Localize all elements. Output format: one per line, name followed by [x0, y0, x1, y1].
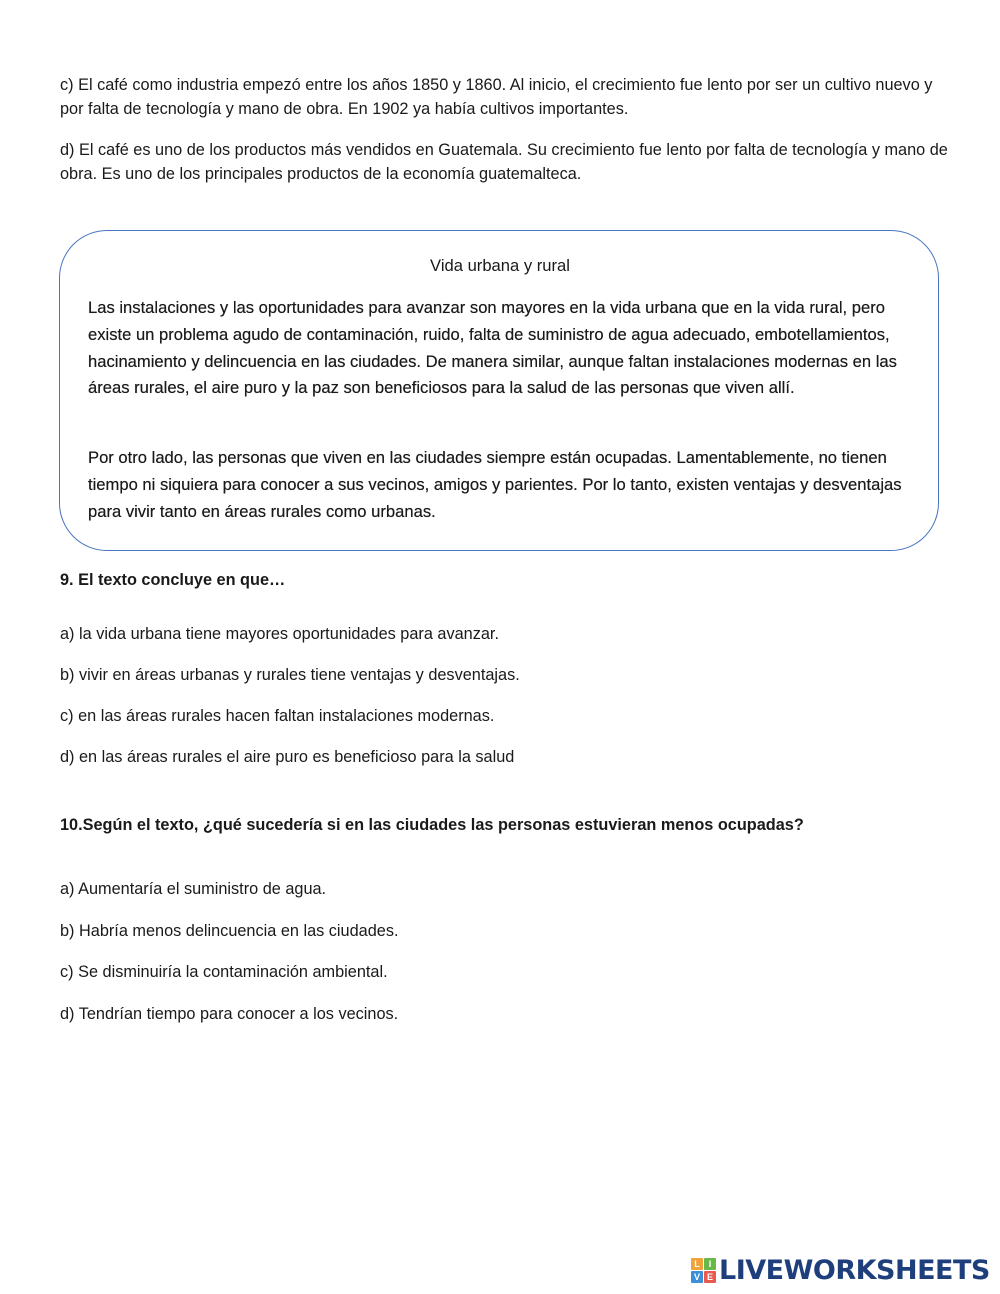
question-10-option-c[interactable]: c) Se disminuiría la contaminación ambiental. — [60, 963, 388, 981]
question-9-option-a[interactable]: a) la vida urbana tiene mayores oportunidades para avanzar. — [60, 625, 499, 643]
mark-letter-e: E — [704, 1271, 716, 1283]
question-10-option-b[interactable]: b) Habría menos delincuencia en las ciudades. — [60, 922, 399, 940]
reading-paragraph-2: Por otro lado, las personas que viven en las ciudades siempre están ocupadas. Lamentablemente, no tienen tiempo ni siquiera para conocer a sus vecinos, amigos y parientes. Por lo tanto, existen ventajas y desventajas para vivir tanto en áreas rurales como urbanas. — [88, 448, 902, 521]
mark-letter-i: I — [704, 1258, 716, 1270]
question-9-option-b[interactable]: b) vivir en áreas urbanas y rurales tiene ventajas y desventajas. — [60, 666, 520, 684]
question-10-option-d[interactable]: d) Tendrían tiempo para conocer a los vecinos. — [60, 1005, 399, 1023]
question-9-option-c[interactable]: c) en las áreas rurales hacen faltan instalaciones modernas. — [60, 707, 495, 725]
previous-option-c: c) El café como industria empezó entre los años 1850 y 1860. Al inicio, el crecimiento fue lento por ser un cultivo nuevo y por falta de tecnología y mano de obra. En 1902 ya había cultivos importantes. — [60, 76, 933, 118]
mark-letter-l: L — [691, 1258, 703, 1270]
brand-name: LIVEWORKSHEETS — [719, 1254, 990, 1286]
mark-letter-v: V — [691, 1271, 703, 1283]
previous-option-d: d) El café es uno de los productos más vendidos en Guatemala. Su crecimiento fue lento por falta de tecnología y mano de obra. Es uno de los principales productos de la economía guatemalteca. — [60, 141, 948, 183]
live-mark-icon — [691, 1258, 716, 1283]
question-10-option-a[interactable]: a) Aumentaría el suministro de agua. — [60, 880, 327, 898]
liveworksheets-logo — [691, 1254, 990, 1286]
reading-paragraph-1: Las instalaciones y las oportunidades para avanzar son mayores en la vida urbana que en la vida rural, pero existe un problema agudo de contaminación, ruido, falta de suministro de agua adecuado, embotellamientos, hacinamiento y delincuencia en las ciudades. De manera similar, aunque faltan instalaciones modernas en las áreas rurales, el aire puro y la paz son beneficiosos para la salud de las personas que viven allí. — [88, 298, 897, 398]
reading-passage-box — [59, 230, 939, 551]
reading-title: Vida urbana y rural — [430, 256, 570, 275]
question-9-option-d[interactable]: d) en las áreas rurales el aire puro es beneficioso para la salud — [60, 748, 515, 766]
question-10: 10.Según el texto, ¿qué sucedería si en las ciudades las personas estuvieran menos ocupadas? — [60, 816, 804, 834]
question-9: 9. El texto concluye en que… — [60, 571, 286, 589]
